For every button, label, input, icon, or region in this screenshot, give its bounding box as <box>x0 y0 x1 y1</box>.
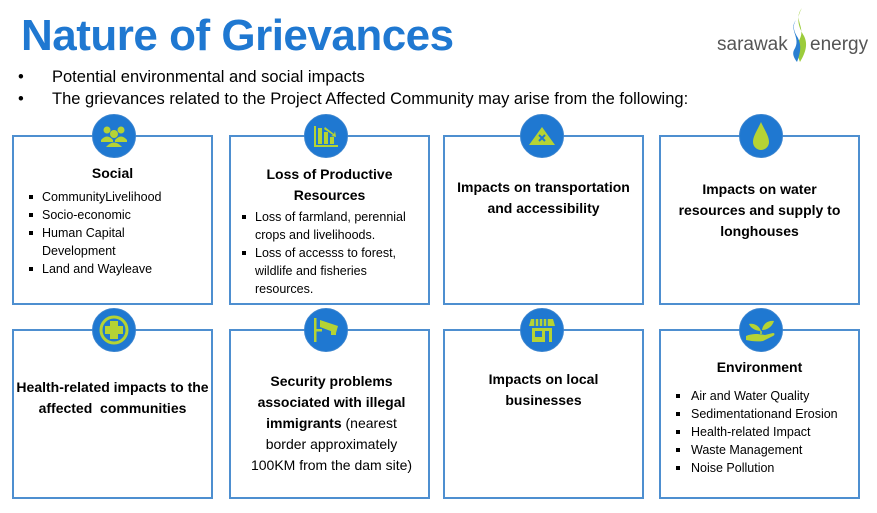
water-drop-icon <box>739 114 783 158</box>
people-group-icon <box>92 114 136 158</box>
card-local-businesses <box>443 329 644 499</box>
list-item: Waste Management <box>673 441 858 459</box>
card-environment <box>659 329 860 499</box>
intro-bullet: • The grievances related to the Project Affected Community may arise from the following: <box>18 90 689 108</box>
card-water-resources <box>659 135 860 305</box>
list-item: CommunityLivelihood <box>26 188 211 206</box>
intro-bullet: • Potential environmental and social impacts <box>18 68 365 86</box>
card-title: Impacts on transportation and accessibility <box>457 179 630 216</box>
list-item: Land and Wayleave <box>26 260 211 278</box>
list-item: Socio-economic <box>26 206 211 224</box>
card-title: Social <box>91 165 134 181</box>
plant-in-hand-icon <box>739 308 783 352</box>
list-item: Air and Water Quality <box>673 387 858 405</box>
storefront-icon <box>520 308 564 352</box>
card-title: Security problems associated with illegal immigrants <box>257 373 406 431</box>
intro-bullet-list <box>18 66 688 110</box>
logo-word-right: energy <box>810 34 869 55</box>
card-note: (nearest border approximately 100KM from the dam site) <box>250 415 413 473</box>
card-loss-of-productive-resources <box>229 135 430 305</box>
list-item: Health-related Impact <box>673 423 858 441</box>
card-title: Health-related impacts to the affected communities <box>16 379 213 416</box>
security-camera-icon <box>304 308 348 352</box>
card-title: Impacts on water resources and supply to longhouses <box>678 181 841 239</box>
card-title: Environment <box>716 359 803 375</box>
card-security <box>229 329 430 499</box>
medical-cross-icon <box>92 308 136 352</box>
flame-logo-icon <box>788 6 810 64</box>
page-title: Nature of Grievances <box>21 11 454 60</box>
card-social <box>12 135 213 305</box>
list-item: Noise Pollution <box>673 459 858 477</box>
list-item: Loss of farmland, perennial crops and livelihoods. <box>239 208 424 244</box>
card-title: Impacts on local businesses <box>488 371 599 408</box>
sarawak-energy-logo <box>712 6 877 66</box>
logo-word-left: sarawak <box>717 34 788 55</box>
card-title: Loss of Productive Resources <box>266 166 393 203</box>
card-health <box>12 329 213 499</box>
declining-chart-icon <box>304 114 348 158</box>
road-warning-icon <box>520 114 564 158</box>
card-transportation <box>443 135 644 305</box>
list-item: Sedimentationand Erosion <box>673 405 858 423</box>
list-item: Human Capital Development <box>26 224 152 260</box>
list-item: Loss of accesss to forest, wildlife and fisheries resources. <box>239 244 424 298</box>
